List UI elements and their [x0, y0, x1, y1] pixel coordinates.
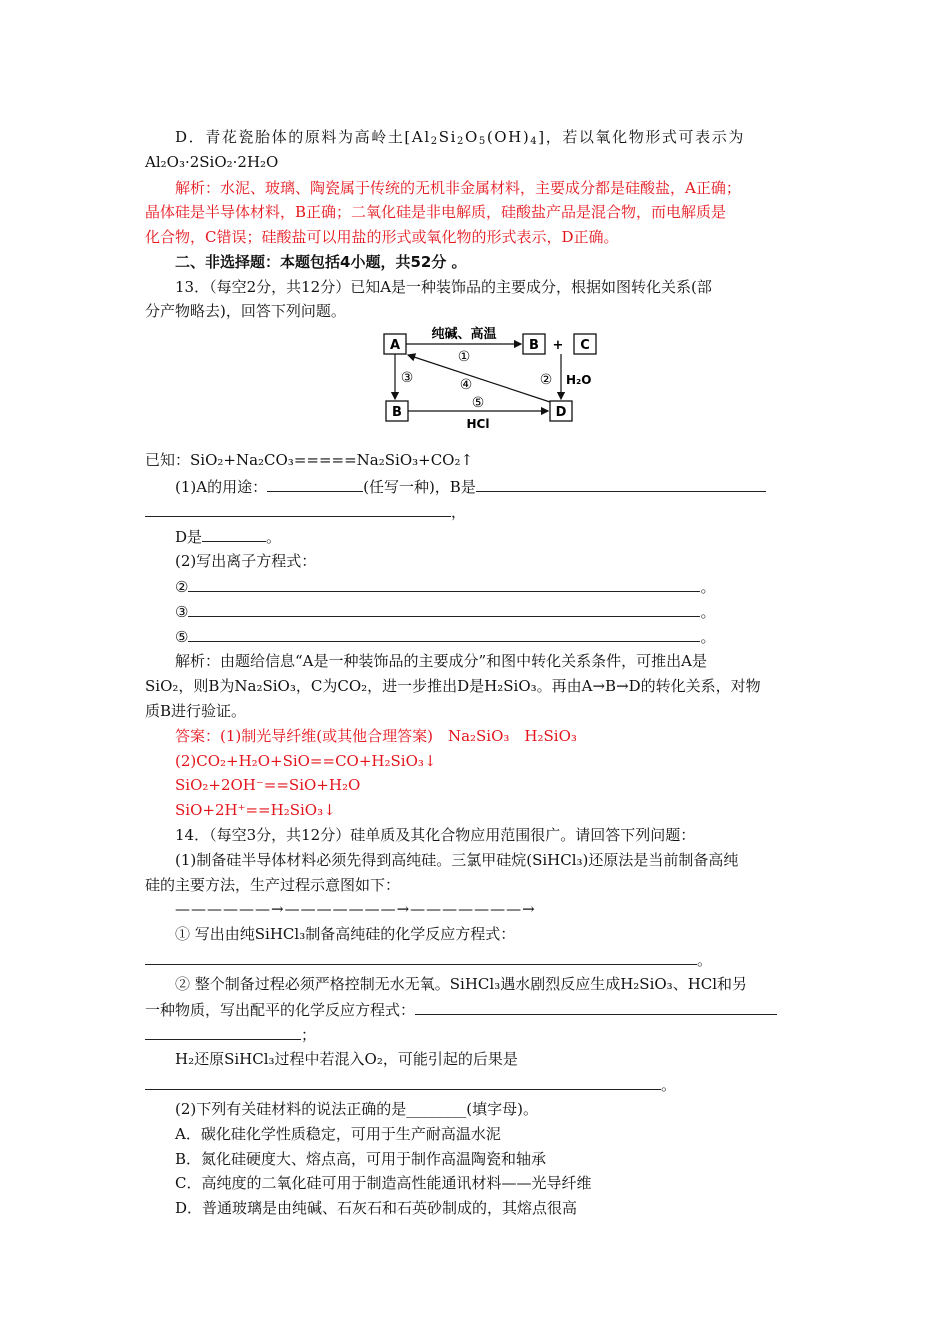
answer-blank[interactable]	[145, 500, 451, 517]
node-b-label: B	[529, 338, 539, 353]
analysis-line: 解析：水泥、玻璃、陶瓷属于传统的无机非金属材料，主要成分都是硅酸盐，A正确；	[175, 179, 741, 197]
q14-step2-cont: 一种物质，写出配平的化学反应方程式：	[145, 998, 777, 1021]
q14-step1-answer: 。	[145, 948, 712, 971]
q13-analysis: 质B进行验证。	[145, 702, 247, 720]
answer-blank[interactable]	[267, 475, 363, 492]
option-d-label: D．	[175, 128, 206, 146]
question-13-stem: 13．（每空2分，共12分）已知A是一种装饰品的主要成分，根据如图转化关系(部	[175, 278, 712, 296]
option-a: A．碳化硅化学性质稳定，可用于生产耐高温水泥	[175, 1125, 501, 1143]
q13-answer: SiO₂+2OH⁻==SiO+H₂O	[175, 776, 361, 794]
arrow-3-number: ③	[400, 370, 414, 386]
answer-blank[interactable]	[415, 998, 777, 1015]
arrow-5-number: ⑤	[471, 395, 485, 411]
analysis-line: 化合物，C错误；硅酸盐可以用盐的形式或氧化物的形式表示，D正确。	[145, 228, 619, 246]
node-c-label: C	[580, 338, 590, 353]
answer-blank[interactable]	[202, 525, 266, 542]
arrow-1-condition: 纯碱、高温	[431, 327, 497, 342]
answer-blank[interactable]	[476, 475, 766, 492]
q13-part1: (1)A的用途： (任写一种)，B是	[175, 475, 766, 498]
question-14-stem: 14．（每空3分，共12分）硅单质及其化合物应用范围很广。请回答下列问题：	[175, 826, 696, 844]
answer-blank[interactable]	[188, 625, 700, 642]
option-c: C．高纯度的二氧化硅可用于制造高性能通讯材料——光导纤维	[175, 1174, 592, 1192]
option-d-formula: Al₂O₃·2SiO₂·2H₂O	[145, 153, 279, 171]
conversion-diagram	[378, 322, 608, 432]
option-d-line: D．青花瓷胎体的原料为高岭土$[Al_2Si_2O_5(OH)_4]$，若以氧化物形式可表示为	[175, 128, 745, 147]
node-b2-label: B	[392, 405, 402, 420]
q13-eq2: ② 。	[175, 575, 715, 598]
q14-step2: ② 整个制备过程必须严格控制无水无氧。SiHCl₃遇水剧烈反应生成H₂SiO₃、HCl和另	[175, 975, 748, 993]
q13-part1-cont: ，	[145, 500, 466, 523]
section-heading: 二、非选择题：本题包括4小题，共52分 。	[175, 253, 467, 271]
q14-step3: H₂还原SiHCl₃过程中若混入O₂，可能引起的后果是	[175, 1050, 518, 1068]
plus-sign: +	[552, 338, 564, 353]
question-14-stem: 硅的主要方法，生产过程示意图如下：	[145, 876, 401, 894]
arrow-1-number: ①	[457, 349, 471, 365]
node-d-label: D	[555, 405, 567, 420]
q14-step3-answer: 。	[145, 1073, 676, 1096]
answer-blank[interactable]	[145, 1073, 661, 1090]
q14-step2-answer: ；	[145, 1023, 316, 1046]
q13-analysis: SiO₂，则B为Na₂SiO₃，C为CO₂，进一步推出D是H₂SiO₃。再由A→B→D的转化关系，对物	[145, 677, 761, 695]
q13-eq3: ③ 。	[175, 600, 715, 623]
arrow-4-number: ④	[459, 377, 473, 393]
option-d: D．普通玻璃是由纯碱、石灰石和石英砂制成的，其熔点很高	[175, 1199, 578, 1217]
answer-blank[interactable]	[188, 575, 700, 592]
q13-part2: (2)写出离子方程式：	[175, 552, 317, 570]
q13-answer: SiO+2H⁺==H₂SiO₃↓	[175, 801, 336, 819]
known-equation: 已知：SiO₂+Na₂CO₃=====Na₂SiO₃+CO₂↑	[145, 451, 474, 469]
q13-eq5: ⑤ 。	[175, 625, 715, 648]
option-b: B．氮化硅硬度大、熔点高，可用于制作高温陶瓷和轴承	[175, 1150, 547, 1168]
answer-blank[interactable]	[145, 948, 697, 965]
arrow-2-condition: H₂O	[566, 373, 592, 387]
answer-blank[interactable]	[188, 600, 700, 617]
arrow-5-condition: HCl	[466, 417, 490, 431]
analysis-line: 晶体硅是半导体材料，B正确；二氧化硅是非电解质，硅酸盐产品是混合物，而电解质是	[145, 203, 727, 221]
arrow-2-number: ②	[539, 372, 553, 388]
q13-answer: (2)CO₂+H₂O+SiO==CO+H₂SiO₃↓	[175, 752, 437, 770]
node-a-label: A	[389, 338, 401, 353]
q13-analysis: 解析：由题给信息“A是一种装饰品的主要成分”和图中转化关系条件，可推出A是	[175, 652, 708, 670]
question-14-stem: (1)制备硅半导体材料必须先得到高纯硅。三氯甲硅烷(SiHCl₃)还原法是当前制备高纯	[175, 851, 739, 869]
answer-blank[interactable]	[145, 1023, 301, 1040]
q14-part2: (2)下列有关硅材料的说法正确的是________(填字母)。	[175, 1100, 538, 1118]
question-13-stem: 分产物略去)，回答下列问题。	[145, 302, 346, 320]
process-flow: ——————→———————→———————→	[175, 900, 536, 918]
q13-answer: 答案：(1)制光导纤维(或其他合理答案) Na₂SiO₃ H₂SiO₃	[175, 727, 577, 745]
q14-step1: ① 写出由纯SiHCl₃制备高纯硅的化学反应方程式：	[175, 925, 516, 943]
q13-part1-d: D是 。	[175, 525, 281, 548]
